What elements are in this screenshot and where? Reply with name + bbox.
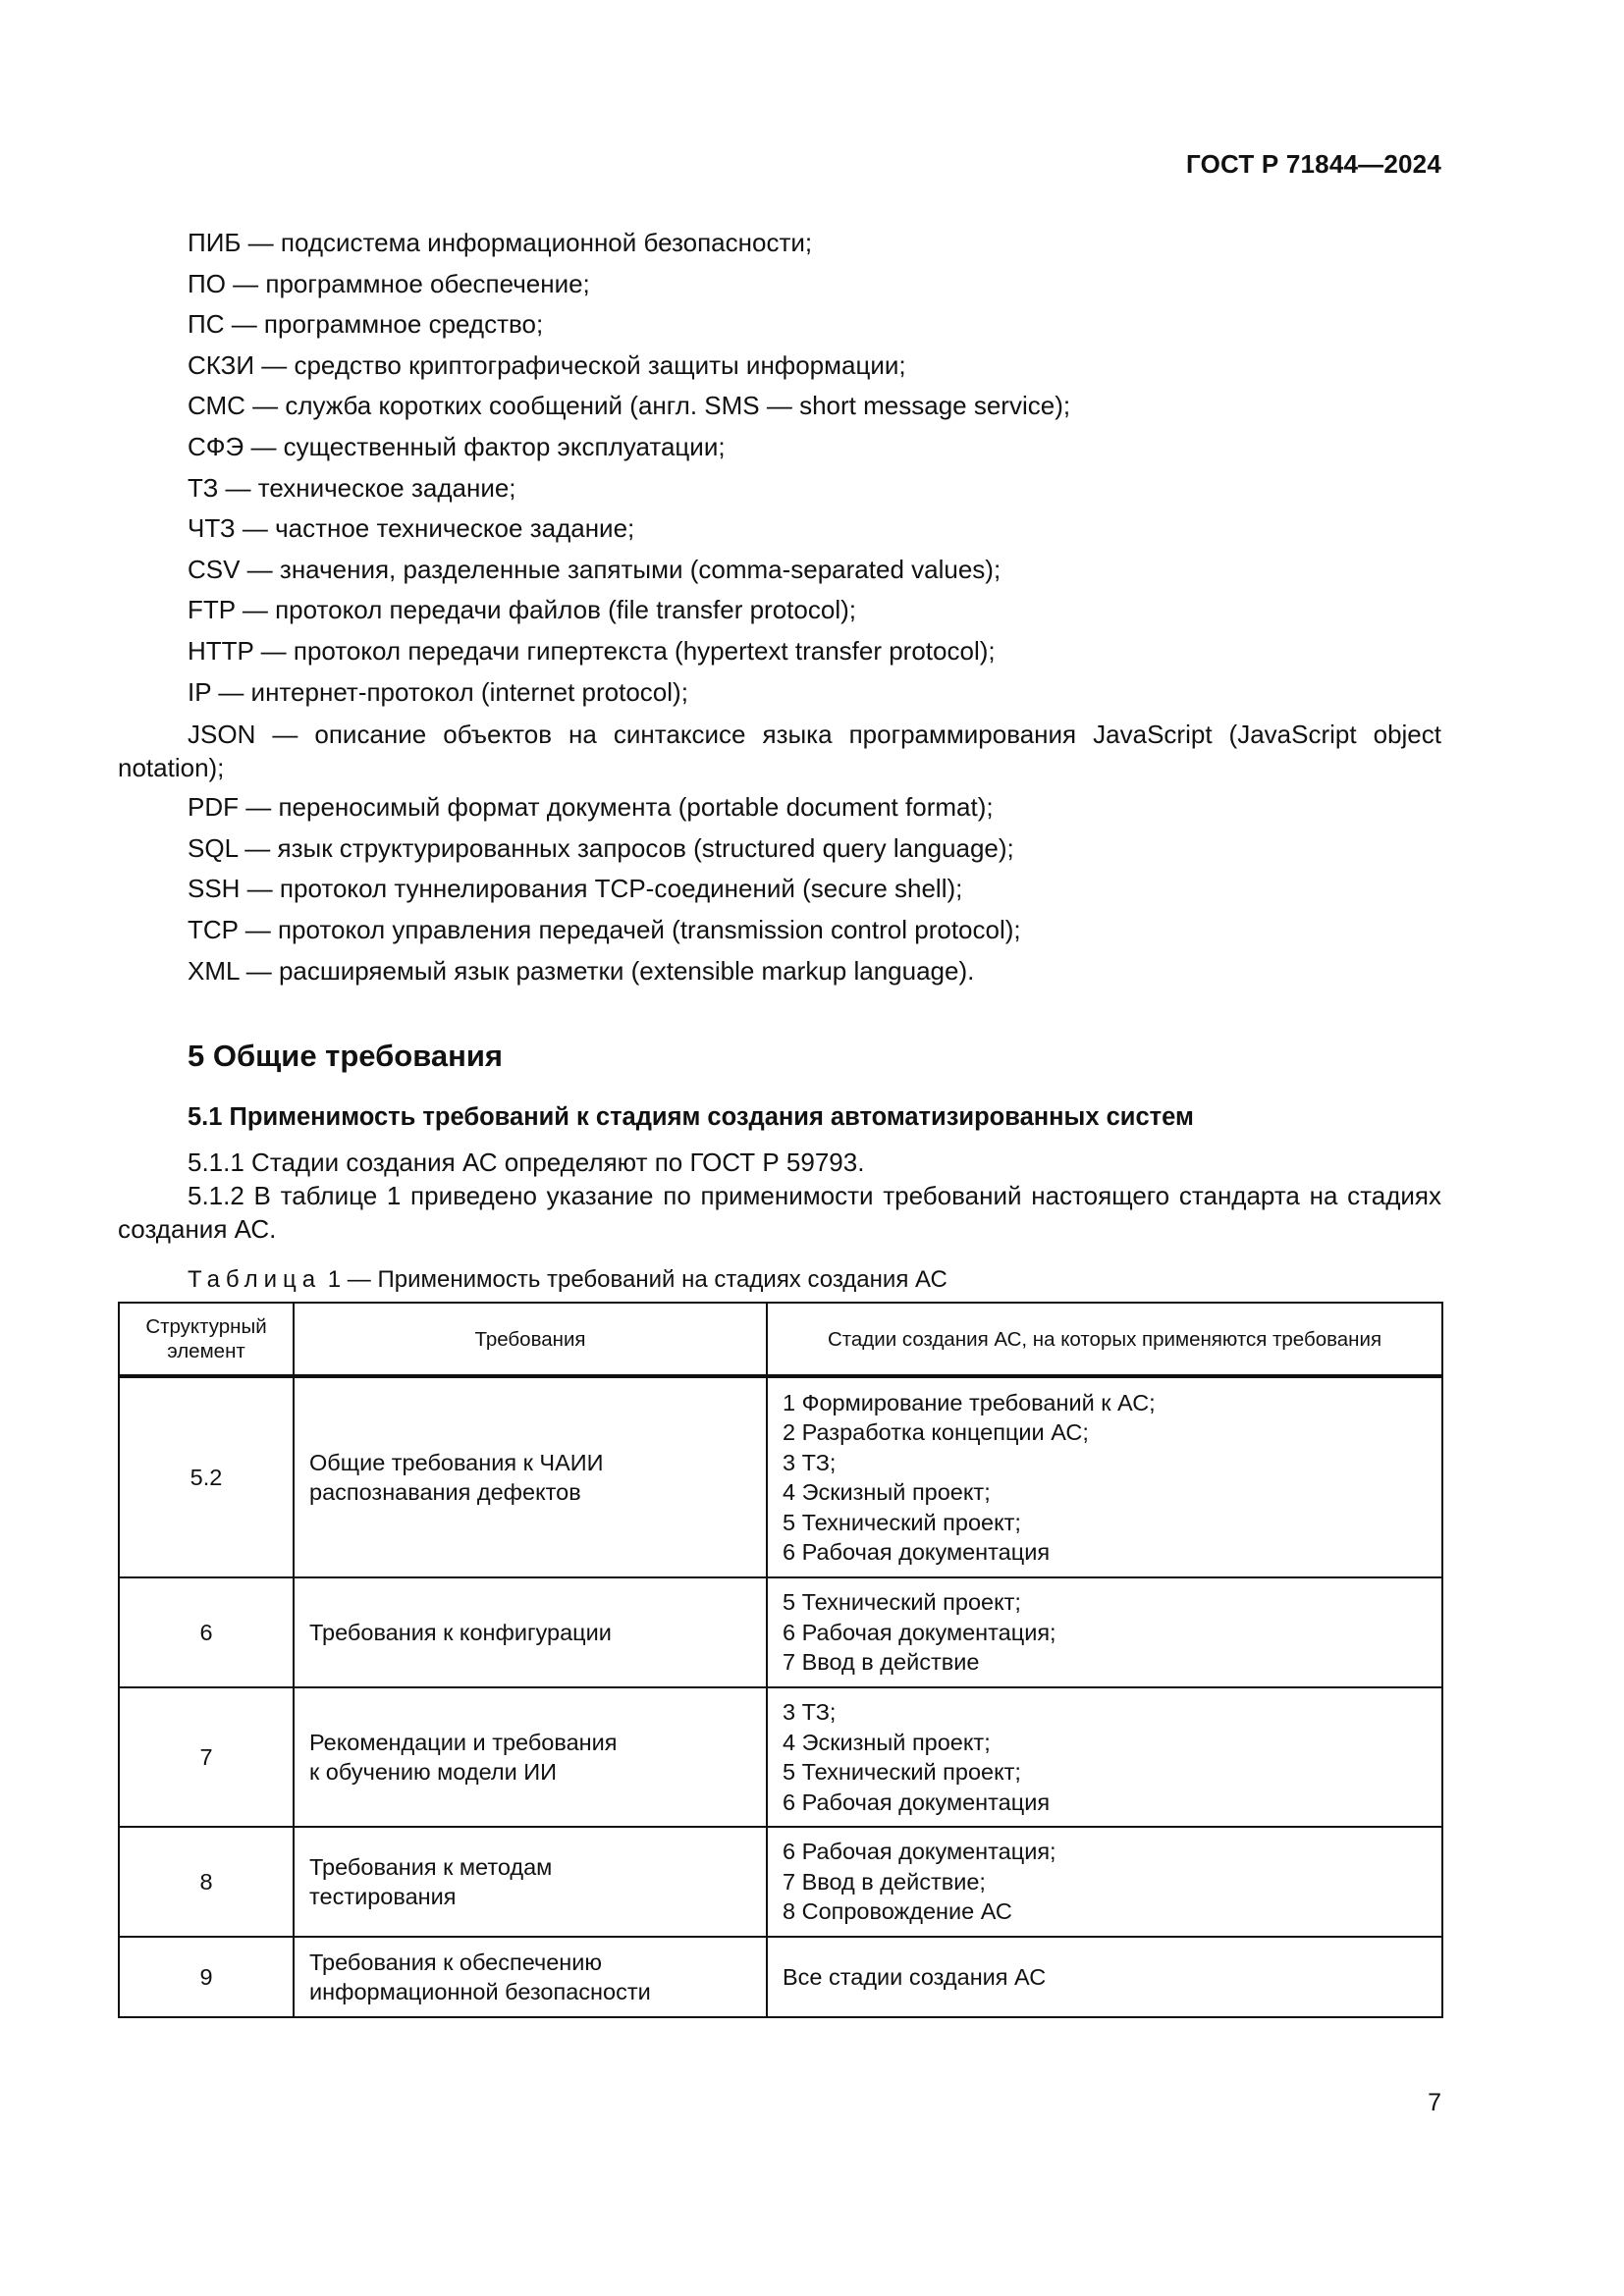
stage-line: 4 Эскизный проект; (783, 1479, 991, 1505)
abbreviation-item: TCP — протокол управления передачей (transmission control protocol); (188, 914, 1021, 944)
cell-requirement (294, 1937, 767, 2017)
paragraph: 5.1.2 В таблице 1 приведено указание по применимости требований настоящего стандарта на стадиях создания АС. (118, 1181, 1441, 1245)
abbreviation-item: ТЗ — техническое задание; (188, 472, 516, 503)
stage-line: 3 ТЗ; (783, 1449, 837, 1475)
abbreviation-item: XML — расширяемый язык разметки (extensible markup language). (188, 955, 975, 986)
requirement-line: тестирования (309, 1884, 457, 1909)
abbreviation-item: FTP — протокол передачи файлов (file transfer protocol); (188, 595, 856, 625)
section-title: 5 Общие требования (188, 1039, 503, 1074)
cell-stages (767, 1687, 1442, 1827)
table-header-row (119, 1303, 1442, 1376)
requirement-line: к обучению модели ИИ (309, 1759, 558, 1785)
paragraph: 5.1.1 Стадии создания АС определяют по ГОСТ Р 59793. (188, 1148, 865, 1178)
abbreviation-item: HTTP — протокол передачи гипертекста (hypertext transfer protocol); (188, 635, 996, 666)
stage-line: 5 Технический проект; (783, 1509, 1021, 1535)
requirement-line: Общие требования к ЧАИИ (309, 1450, 604, 1475)
requirement-line: Требования к обеспечению (309, 1949, 603, 1975)
requirement-line: Требования к конфигурации (309, 1620, 612, 1645)
stage-line: 7 Ввод в действие; (783, 1868, 986, 1895)
stage-line: 6 Рабочая документация; (783, 1839, 1056, 1865)
stage-line: 7 Ввод в действие (783, 1649, 980, 1676)
table-row (119, 1687, 1442, 1827)
cell-stages (767, 1827, 1442, 1937)
stage-line: 2 Разработка концепции АС; (783, 1419, 1089, 1445)
stage-line: 6 Рабочая документация (783, 1789, 1051, 1815)
table-row (119, 1577, 1442, 1687)
abbreviation-item: СФЭ — существенный фактор эксплуатации; (188, 431, 726, 461)
cell-requirement (294, 1827, 767, 1937)
stage-line: 4 Эскизный проект; (783, 1729, 991, 1755)
table-caption-text: 1 — Применимость требований на стадиях создания АС (327, 1266, 947, 1294)
table-row (119, 1937, 1442, 2017)
cell-element: 9 (119, 1937, 294, 2017)
header-requirements: Требования (294, 1303, 767, 1376)
abbreviation-item: СКЗИ — средство криптографической защиты информации; (188, 349, 906, 380)
abbreviation-item: PDF — переносимый формат документа (portable document format); (188, 792, 994, 823)
cell-element: 7 (119, 1687, 294, 1827)
requirement-line: Рекомендации и требования (309, 1730, 618, 1755)
abbreviation-item: СМС — служба коротких сообщений (англ. SMS — short message service); (188, 391, 1071, 421)
requirement-line: распознавания дефектов (309, 1479, 581, 1505)
stage-line: 5 Технический проект; (783, 1589, 1021, 1616)
page-content (118, 223, 1441, 1305)
stage-line: Все стадии создания АС (783, 1963, 1047, 1990)
abbreviation-item: JSON — описание объектов на синтаксисе языка программирования JavaScript (JavaScript object notation); (118, 720, 1441, 783)
cell-requirement (294, 1687, 767, 1827)
table-caption (188, 1255, 1441, 1305)
abbreviation-item: SQL — язык структурированных запросов (structured query language); (188, 832, 1014, 863)
abbreviation-item: ЧТЗ — частное техническое задание; (188, 513, 635, 544)
abbreviation-item: CSV — значения, разделенные запятыми (comma-separated values); (188, 554, 1001, 584)
abbreviation-item: ПС — программное средство; (188, 309, 544, 340)
table-caption-label: Таблица (188, 1266, 322, 1294)
subsection-title: 5.1 Применимость требований к стадиям создания автоматизированных систем (188, 1103, 1194, 1132)
header-stages: Стадии создания АС, на которых применяются требования (767, 1303, 1442, 1376)
cell-element: 5.2 (119, 1376, 294, 1577)
requirement-line: Требования к методам (309, 1854, 553, 1880)
cell-stages (767, 1376, 1442, 1577)
applicability-table (118, 1302, 1443, 2018)
stage-line: 6 Рабочая документация (783, 1539, 1051, 1565)
abbreviation-list (118, 223, 1441, 991)
table-row (119, 1827, 1442, 1937)
stage-line: 1 Формирование требований к АС; (783, 1389, 1156, 1415)
abbreviation-item: ПО — программное обеспечение; (188, 268, 590, 298)
abbreviation-item: ПИБ — подсистема информационной безопасности; (188, 228, 813, 257)
abbreviation-item: IP — интернет-протокол (internet protocol); (188, 676, 688, 707)
page-number: 7 (1428, 2089, 1441, 2116)
document-number: ГОСТ Р 71844—2024 (1186, 149, 1441, 179)
cell-requirement (294, 1577, 767, 1687)
cell-element: 8 (119, 1827, 294, 1937)
stage-line: 5 Технический проект; (783, 1759, 1021, 1785)
requirement-line: информационной безопасности (309, 1979, 651, 2004)
table-row (119, 1376, 1442, 1577)
cell-stages (767, 1577, 1442, 1687)
stage-line: 8 Сопровождение АС (783, 1898, 1012, 1925)
cell-requirement (294, 1376, 767, 1577)
stage-line: 3 ТЗ; (783, 1699, 837, 1725)
abbreviation-item: SSH — протокол туннелирования TCP-соединений (secure shell); (188, 874, 963, 904)
header-element: Структурный элемент (119, 1303, 294, 1376)
cell-element: 6 (119, 1577, 294, 1687)
cell-stages (767, 1937, 1442, 2017)
stage-line: 6 Рабочая документация; (783, 1619, 1056, 1645)
